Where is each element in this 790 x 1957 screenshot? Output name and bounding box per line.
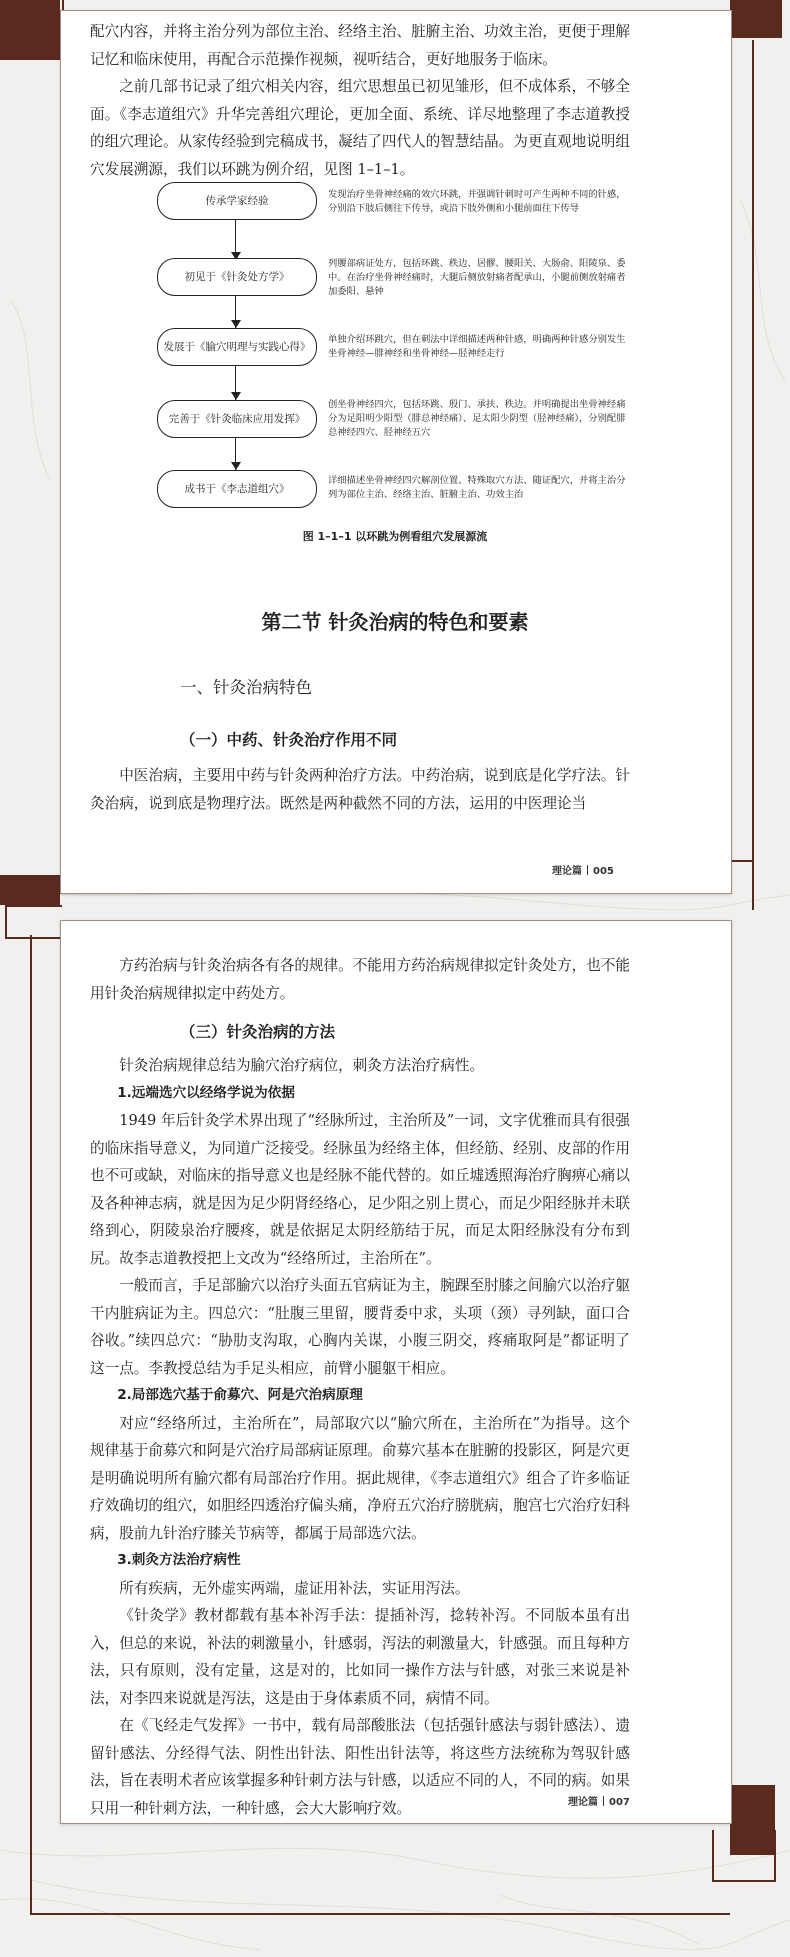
- page-number: 007: [609, 1797, 630, 1808]
- footer-divider: [587, 865, 588, 875]
- page2-body-text: [90, 1052, 630, 1822]
- page1-intro-text: [90, 18, 630, 183]
- arrow-down-icon: [231, 392, 241, 400]
- paragraph: 中医治病，主要用中药与针灸两种治疗方法。中药治病，说到底是化学疗法。针灸治病，说到底是物理疗法。既然是两种截然不同的方法，运用的中医理论当: [90, 767, 630, 812]
- flowchart-node: 初见于《针灸处方学》: [157, 258, 317, 296]
- paragraph: 方药治病与针灸治病各有各的规律。不能用方药治病规律拟定针灸处方，也不能用针灸治病规律拟定中药处方。: [90, 957, 630, 1002]
- frame-outline-top-left: [5, 0, 64, 57]
- flowchart-description: 单独介绍环跳穴，但在刺法中详细描述两种针感，明确两种针感分别发生坐骨神经—腓神经和坐骨神经—胫神经走行: [328, 334, 626, 359]
- arrow-down-icon: [231, 462, 241, 470]
- paragraph: 配穴内容，并将主治分列为部位主治、经络主治、脏腑主治、功效主治，更便于理解记忆和临床使用，再配合示范操作视频，视听结合，更好地服务于临床。: [90, 23, 630, 68]
- arrow-down-icon: [231, 320, 241, 328]
- paragraph: 《针灸学》教材都载有基本补泻手法：提插补泻，捻转补泻。不同版本虽有出入，但总的来说，补法的刺激量小，针感弱，泻法的刺激量大，针感强。而且每种方法，只有原则，没有定量，这是对的，比如同一操作方法与针感，对张三来说是补法，对李四来说就是泻法，这是由于身体素质不同，病情不同。: [90, 1607, 630, 1707]
- flowchart-description: 详细描述坐骨神经四穴解剖位置、特殊取穴方法、随证配穴，并将主治分列为部位主治、经络主治、脏腑主治、功效主治: [328, 475, 626, 500]
- paragraph: 针灸治病规律总结为腧穴治疗病位，刺灸方法治疗病性。: [119, 1057, 485, 1074]
- section-title: 第二节 针灸治病的特色和要素: [261, 610, 529, 634]
- page-footer: [568, 1793, 630, 1808]
- paragraph: 对应“经络所过，主治所在”，局部取穴以“腧穴所在，主治所在”为指导。这个规律基于俞募穴和阿是穴治疗局部病证原理。俞募穴基本在脏腑的投影区，阿是穴更是明确说明所有腧穴都有局部治疗作用。据此规律，《李志道组穴》组合了许多临证疗效确切的组穴，如胆经四透治疗偏头痛，净府五穴治疗膀胱病，胞宫七穴治疗妇科病，股前九针治疗膝关节病等，都属于局部选穴法。: [90, 1414, 630, 1542]
- frame-line-right: [752, 40, 754, 910]
- frame-line-bottom: [30, 1913, 730, 1915]
- flowchart-description: 列腰部病证处方，包括环跳、秩边、居髎、腰阳关、大肠俞、阳陵泉、委中。在治疗坐骨神经痛时，大腿后侧放射痛者配承山，小腿前侧放射痛者加委阳、悬钟: [328, 258, 626, 297]
- subheading: 1.远端选穴以经络学说为依据: [117, 1084, 295, 1101]
- footer-divider: [603, 1796, 604, 1806]
- flowchart-connector: [235, 219, 236, 254]
- paragraph: 所有疾病，无外虚实两端，虚证用补法，实证用泻法。: [119, 1579, 470, 1597]
- page1-closing-text: [90, 762, 630, 817]
- paragraph: 一般而言，手足部腧穴以治疗头面五官病证为主，腕踝至肘膝之间腧穴以治疗躯干内脏病证为主。四总穴：“肚腹三里留，腰背委中求，头项（颈）寻列缺，面口合谷收。”续四总穴：“胁肋支沟取，心胸内关谋，小腹三阴交，疼痛取阿是”都证明了这一点。李教授总结为手足头相应，前臂小腿躯干相应。: [90, 1277, 630, 1377]
- figure-caption: 图 1–1–1 以环跳为例看组穴发展源流: [302, 530, 488, 543]
- paragraph: 1949 年后针灸学术界出现了“经脉所过，主治所及”一词，文字优雅而具有很强的临床指导意义，为同道广泛接受。经脉虽为经络主体，但经筋、经别、皮部的作用也不可或缺，对临床的指导意义也是经脉不能代替的。如丘墟透照海治疗胸痹心痛以及各种神志病，就是因为足少阴肾经络心，足少阳之别上贯心，而足少阳经脉并未联络到心，阴陵泉治疗腰疼，就是依据足太阴经筋结于尻，而足太阳经脉没有分布到尻。故李志道教授把上文改为“经络所过，主治所在”。: [90, 1112, 630, 1267]
- flowchart-description: 创坐骨神经四穴，包括环跳、殷门、承扶、秩边。并明确提出坐骨神经痛分为足阳明少阳型（腓总神经痛）、足太阳少阴型（胫神经痛），分别配腓总神经四穴、胫神经五穴: [328, 399, 626, 438]
- flowchart-node: 传承学家经验: [157, 182, 317, 220]
- page2-intro-text: [90, 952, 630, 1007]
- flowchart-node: 成书于《李志道组穴》: [157, 470, 317, 508]
- footer-section: 理论篇: [552, 866, 582, 877]
- frame-line-left: [30, 935, 32, 1915]
- heading-level-3: （三）针灸治病的方法: [180, 1022, 336, 1041]
- heading-level-2: 一、针灸治病特色: [180, 678, 312, 697]
- heading-level-3: （一）中药、针灸治疗作用不同: [180, 730, 398, 749]
- flowchart-node: 发展于《腧穴明理与实践心得》: [157, 328, 317, 366]
- frame-block-mid-left: [0, 875, 60, 905]
- paragraph: 之前几部书记录了组穴相关内容，组穴思想虽已初见雏形，但不成体系，不够全面。《李志道组穴》升华完善组穴理论，更加全面、系统、详尽地整理了李志道教授的组穴理论。从家传经验到完稿成书，凝结了四代人的智慧结晶。为更直观地说明组穴发展溯源，我们以环跳为例介绍，见图 1–1–1。: [90, 78, 630, 178]
- frame-outline-mid-left: [5, 905, 62, 939]
- frame-block-top-right: [730, 0, 782, 38]
- page-number: 005: [593, 866, 614, 877]
- flowchart-node: 完善于《针灸临床应用发挥》: [157, 400, 317, 438]
- paragraph: 在《飞经走气发挥》一书中，载有局部酸胀法（包括强针感法与弱针感法）、遗留针感法、分经得气法、阴性出针法、阳性出针法等，将这些方法统称为驾驭针感法，旨在表明术者应该掌握多种针刺方法与针感，以适应不同的人，不同的病。如果只用一种针刺方法，一种针感，会大大影响疗效。: [90, 1717, 630, 1817]
- frame-outline-bottom-right: [712, 1830, 776, 1882]
- frame-line-mid-right: [730, 860, 754, 862]
- flowchart-description: 发现治疗坐骨神经痛的效穴环跳，并强调针刺时可产生两种不同的针感，分别沿下肢后侧往下传导，或沿下肢外侧和小腿前面往下传导: [328, 189, 626, 214]
- subheading: 2.局部选穴基于俞募穴、阿是穴治病原理: [117, 1387, 363, 1403]
- page-footer: [552, 862, 614, 877]
- subheading: 3.刺灸方法治疗病性: [117, 1552, 241, 1568]
- footer-section: 理论篇: [568, 1797, 598, 1808]
